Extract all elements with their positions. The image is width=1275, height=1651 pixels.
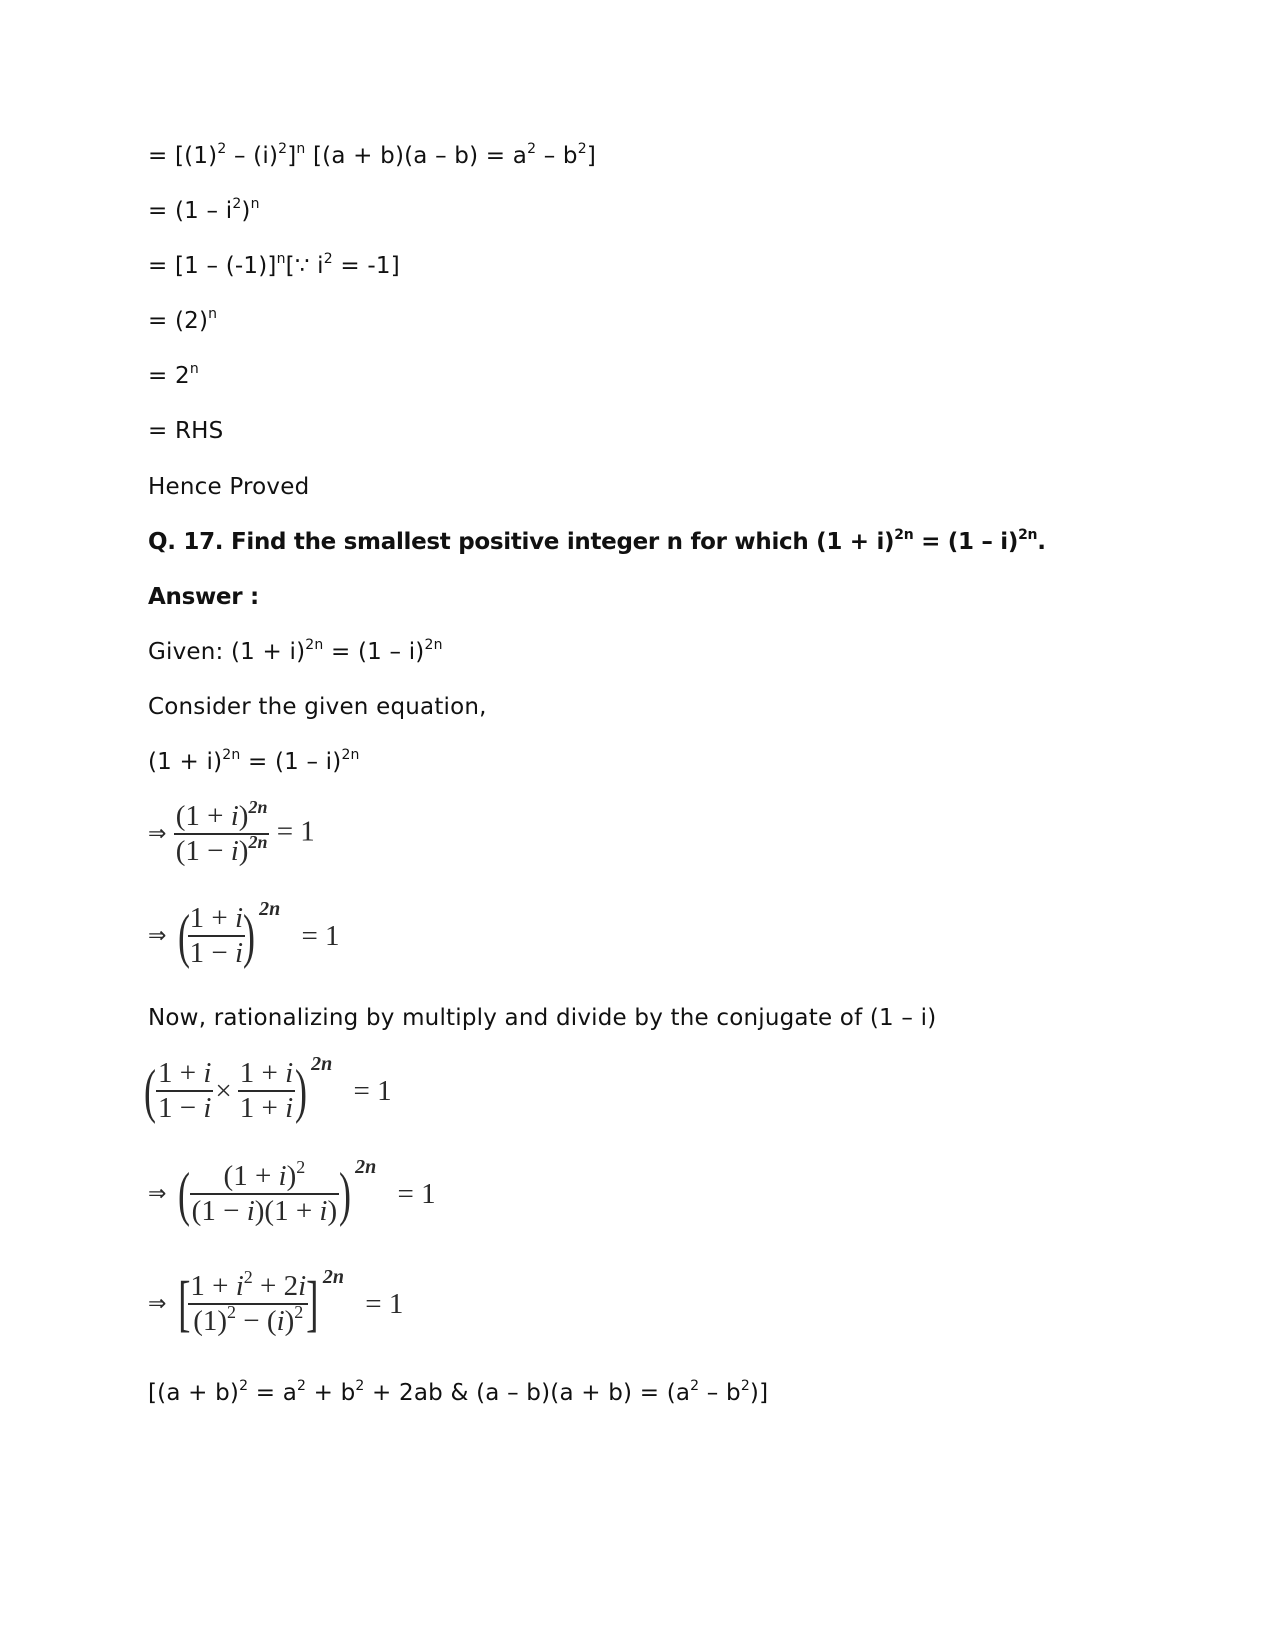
fraction xyxy=(174,797,270,868)
superscript: 2 xyxy=(239,1378,249,1394)
superscript: 2 xyxy=(296,1157,306,1177)
text: = (2) xyxy=(148,308,209,334)
numerator xyxy=(174,797,270,833)
text: i xyxy=(285,1057,294,1089)
denominator xyxy=(190,1193,339,1228)
numerator xyxy=(156,1057,213,1090)
text: ) xyxy=(238,800,249,832)
superscript: 2n xyxy=(222,747,241,763)
text: (1) xyxy=(193,1305,228,1337)
text: [∵ i xyxy=(285,253,324,279)
proof-step-6: = RHS xyxy=(148,418,224,444)
superscript: 2 xyxy=(243,1267,253,1287)
text: 1 + xyxy=(157,1057,204,1089)
text: i xyxy=(230,835,239,867)
text: + b xyxy=(306,1380,356,1406)
text: = (1 – i) xyxy=(323,639,425,665)
superscript: 2n xyxy=(248,832,268,852)
text: 1 − xyxy=(189,937,236,969)
superscript: 2 xyxy=(297,1378,307,1394)
text: Q. 17. Find the smallest positive integer n for which (1 + i) xyxy=(148,529,895,555)
text: i xyxy=(276,1305,285,1337)
text: = (1 – i) xyxy=(240,749,342,775)
superscript: 2n xyxy=(894,527,914,543)
left-paren: ( xyxy=(177,1161,190,1227)
numerator xyxy=(190,1157,339,1193)
left-paren: ( xyxy=(177,903,190,969)
fraction xyxy=(238,1057,295,1125)
fraction xyxy=(156,1057,213,1125)
denominator xyxy=(188,935,245,970)
right-bracket: ] xyxy=(306,1270,319,1338)
text: i xyxy=(319,1195,328,1227)
text: i xyxy=(203,1092,212,1124)
text: (1 + i) xyxy=(148,749,223,775)
text: = (1 – i) xyxy=(913,529,1019,555)
fraction xyxy=(190,1157,339,1228)
right-paren: ) xyxy=(243,903,256,969)
text: i xyxy=(235,1270,244,1302)
superscript: 2 xyxy=(323,251,333,267)
fraction xyxy=(188,902,245,970)
text: [(a + b)(a – b) = a xyxy=(305,143,528,169)
text: ) xyxy=(241,198,251,224)
numerator xyxy=(188,902,245,935)
exponent: 2n xyxy=(311,1053,333,1075)
consider-line: Consider the given equation, xyxy=(148,694,487,720)
implies-arrow-icon: ⇒ xyxy=(148,1291,167,1317)
equals-one: = 1 xyxy=(353,1074,392,1107)
equals-one: = 1 xyxy=(365,1287,404,1320)
superscript: 2n xyxy=(1018,527,1038,543)
text: = a xyxy=(248,1380,298,1406)
superscript: 2 xyxy=(690,1378,700,1394)
text: (1 + xyxy=(223,1160,279,1192)
superscript: 2n xyxy=(248,797,268,817)
math-step-conjugate xyxy=(143,1053,392,1125)
text: ] xyxy=(287,143,297,169)
text: 1 + xyxy=(189,902,236,934)
text: i xyxy=(203,1057,212,1089)
superscript: 2 xyxy=(577,141,587,157)
text: 1 + xyxy=(190,1270,236,1302)
superscript: n xyxy=(296,141,306,157)
text: i xyxy=(230,800,239,832)
text: i xyxy=(235,937,244,969)
superscript: n xyxy=(189,361,199,377)
implies-arrow-icon: ⇒ xyxy=(148,923,167,949)
exponent: 2n xyxy=(259,898,281,920)
text: i xyxy=(285,1092,294,1124)
superscript: 2n xyxy=(341,747,360,763)
answer-label: Answer : xyxy=(148,584,259,610)
text: ) xyxy=(284,1305,295,1337)
superscript: 2 xyxy=(278,141,288,157)
text: 1 + xyxy=(239,1092,286,1124)
equals-one: = 1 xyxy=(276,815,315,848)
text: + 2ab & (a – b)(a + b) = (a xyxy=(364,1380,691,1406)
superscript: 2 xyxy=(294,1302,304,1322)
superscript: 2 xyxy=(217,141,227,157)
superscript: 2n xyxy=(424,637,443,653)
text: – b xyxy=(699,1380,741,1406)
superscript: 2 xyxy=(227,1302,237,1322)
denominator xyxy=(156,1090,213,1125)
math-step-simplify xyxy=(148,1266,404,1338)
superscript: 2 xyxy=(740,1378,750,1394)
equals-one: = 1 xyxy=(397,1177,436,1210)
text: . xyxy=(1037,529,1046,555)
implies-arrow-icon: ⇒ xyxy=(148,821,167,847)
text: = [1 – (-1)] xyxy=(148,253,277,279)
text: = [(1) xyxy=(148,143,218,169)
times-icon: × xyxy=(215,1074,232,1107)
proof-step-3 xyxy=(148,251,400,279)
denominator xyxy=(238,1090,295,1125)
left-bracket: [ xyxy=(177,1270,191,1338)
text: = -1] xyxy=(332,253,400,279)
proof-step-1 xyxy=(148,141,597,169)
superscript: 2 xyxy=(232,196,242,212)
text: 1 + xyxy=(239,1057,286,1089)
text: + 2 xyxy=(252,1270,299,1302)
text: = (1 – i xyxy=(148,198,233,224)
superscript: n xyxy=(276,251,286,267)
proof-step-4 xyxy=(148,306,218,334)
right-paren: ) xyxy=(339,1161,352,1227)
left-paren: ( xyxy=(143,1058,156,1124)
text: = 2 xyxy=(148,363,190,389)
text: i xyxy=(235,902,244,934)
denominator xyxy=(188,1303,308,1338)
rationalize-text: Now, rationalizing by multiply and divide by the conjugate of (1 – i) xyxy=(148,1005,937,1031)
text: − ( xyxy=(236,1305,277,1337)
given-line xyxy=(148,637,443,665)
fraction xyxy=(188,1267,308,1338)
superscript: 2 xyxy=(527,141,537,157)
exponent: 2n xyxy=(322,1266,344,1288)
right-paren: ) xyxy=(295,1058,308,1124)
numerator xyxy=(188,1267,308,1303)
proof-step-5 xyxy=(148,361,199,389)
text: ] xyxy=(586,143,597,169)
text: – (i) xyxy=(226,143,279,169)
numerator xyxy=(238,1057,295,1090)
implies-arrow-icon: ⇒ xyxy=(148,1181,167,1207)
text: ) xyxy=(286,1160,297,1192)
proof-step-2 xyxy=(148,196,260,224)
text: – b xyxy=(536,143,578,169)
math-step-expand xyxy=(148,1156,436,1228)
exponent: 2n xyxy=(355,1156,377,1178)
superscript: n xyxy=(208,306,218,322)
text: Given: (1 + i) xyxy=(148,639,306,665)
text: i xyxy=(298,1270,307,1302)
denominator xyxy=(174,833,270,868)
text: )] xyxy=(749,1380,769,1406)
text: i xyxy=(246,1195,255,1227)
math-step-power xyxy=(148,898,340,970)
proof-conclusion: Hence Proved xyxy=(148,474,310,500)
text: (1 + xyxy=(175,800,231,832)
superscript: n xyxy=(250,196,260,212)
equals-one: = 1 xyxy=(301,919,340,952)
text: (1 − xyxy=(191,1195,247,1227)
equation-line xyxy=(148,747,360,775)
text: [(a + b) xyxy=(148,1380,240,1406)
superscript: 2n xyxy=(305,637,324,653)
text: ) xyxy=(238,835,249,867)
math-step-ratio xyxy=(148,797,315,868)
identity-line xyxy=(148,1378,769,1406)
text: (1 − xyxy=(175,835,231,867)
text: i xyxy=(278,1160,287,1192)
text: 1 − xyxy=(157,1092,204,1124)
question-heading xyxy=(148,527,1046,555)
text: )(1 + xyxy=(254,1195,320,1227)
superscript: 2 xyxy=(355,1378,365,1394)
text: ) xyxy=(327,1195,338,1227)
